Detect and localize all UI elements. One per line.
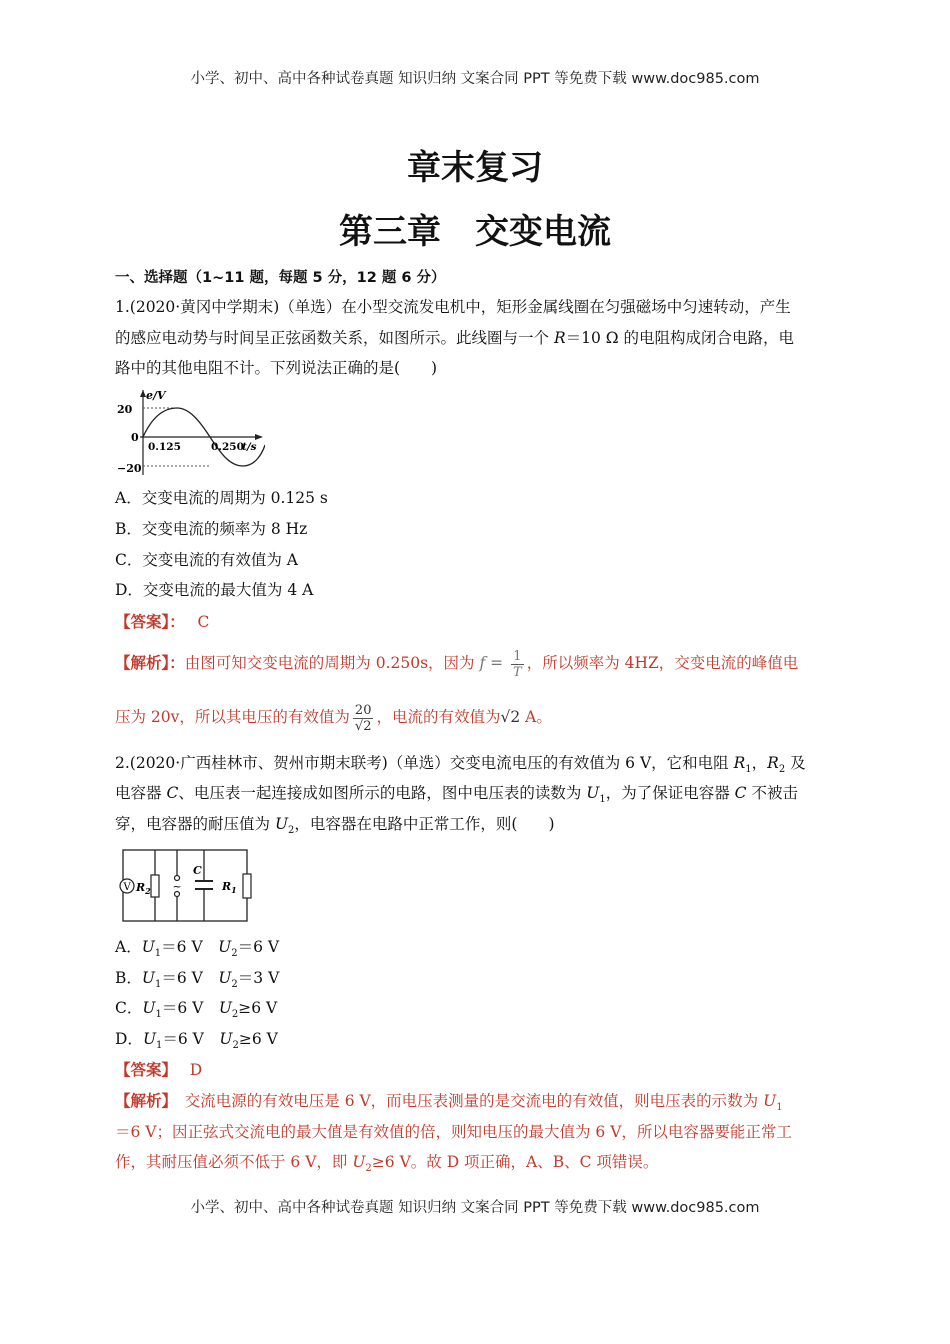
voltmeter-label: V <box>123 882 131 893</box>
q2-answer: 【答案】 D <box>115 1060 203 1079</box>
q1-line-3: 路中的其他电阻不计。下列说法正确的是( ) <box>115 359 438 377</box>
q1-option-d: D．交变电流的最大值为 4 A <box>115 581 314 599</box>
title-chapter-review: 章末复习 <box>407 148 543 188</box>
graph-ytick-neg20: −20 <box>117 462 142 475</box>
sine-graph-figure <box>115 390 265 480</box>
q1-option-b: B．交变电流的频率为 8 Hz <box>115 520 308 538</box>
capacitor-label: C <box>193 864 202 877</box>
q1-answer: 【答案】： C <box>115 612 210 631</box>
q2-analysis-line-2: ＝6 V；因正弦式交流电的最大值是有效值的倍，则知电压的最大值为 6 V，所以电容器要能正常工 <box>115 1123 792 1141</box>
q1-option-a: A．交变电流的周期为 0.125 s <box>115 489 328 507</box>
r2-label: $R_2$ <box>136 881 151 896</box>
q1-analysis-line-2: 压为 20v，所以其电压的有效值为 $\frac{20}{√2}$ ，电流的有效值为√2 A。 <box>115 702 552 734</box>
graph-ylabel: e/V <box>146 390 166 402</box>
page-header: 小学、初中、高中各种试卷真题 知识归纳 文案合同 PPT 等免费下载 www.doc985.com <box>190 71 760 87</box>
q2-option-d: D．$U_1=6$ V $U_2\ge 6$ V <box>115 1030 278 1052</box>
section-heading: 一、选择题（1~11 题，每题 5 分，12 题 6 分） <box>115 270 446 286</box>
r1-label: $R_1$ <box>222 880 237 895</box>
frac-20-over-sqrt2: $\frac{20}{√2}$ <box>354 702 372 734</box>
graph-xtick-0125: 0.125 <box>148 441 181 453</box>
q1-analysis-line-1: 【解析】：由图可知交变电流的周期为 0.250s，因为 f = $\frac{1}{T}$ ，所以频率为 4HZ，交变电流的峰值电 <box>115 648 799 680</box>
ac-source-symbol: ~ <box>172 880 182 893</box>
page-footer: 小学、初中、高中各种试卷真题 知识归纳 文案合同 PPT 等免费下载 www.doc985.com <box>190 1200 760 1216</box>
q2-option-b: B．$U_1=6$ V $U_2=3$ V <box>115 969 280 991</box>
q2-line-3: 穿，电容器的耐压值为 $U_2$，电容器在电路中正常工作，则( ) <box>115 815 555 837</box>
graph-ytick-0: 0 <box>131 431 139 444</box>
q2-option-a: A．$U_1=6$ V $U_2=6$ V <box>115 938 280 960</box>
resistor-r2 <box>151 875 159 897</box>
q1-line-1: 1.(2020·黄冈中学期末)（单选）在小型交流发电机中，矩形金属线圈在匀强磁场中匀速转动，产生 <box>115 298 791 316</box>
q1-line-2: 的感应电动势与时间呈正弦函数关系，如图所示。此线圈与一个 R＝10 Ω 的电阻构成闭合电路，电 <box>115 329 795 347</box>
frac-1-over-T: $\frac{1}{T}$ <box>513 648 522 680</box>
q2-line-2: 电容器 C、电压表一起连接成如图所示的电路，图中电压表的读数为 $U_1$，为了保证电容器 C 不被击 <box>115 784 798 806</box>
graph-xlabel: t/s <box>242 441 257 453</box>
q1-option-c: C．交变电流的有效值为 A <box>115 551 298 569</box>
graph-xtick-0250: 0.250 <box>211 441 244 453</box>
title-chapter-name: 第三章 交变电流 <box>339 212 611 252</box>
q2-line-1: 2.(2020·广西桂林市、贺州市期末联考)（单选）交变电流电压的有效值为 6 V，它和电阻 $R_1$，$R_2$ 及 <box>115 754 806 776</box>
q2-analysis-line-3: 作，其耐压值必须不低于 6 V，即 $U_2\ge 6$ V。故 D 项正确，A、B、C 项错误。 <box>115 1153 659 1175</box>
circuit-diagram-figure <box>117 847 257 925</box>
q2-analysis-line-1: 【解析】 交流电源的有效电压是 6 V，而电压表测量的是交流电的有效值，则电压表的示数为 $U_1$ <box>115 1091 783 1114</box>
graph-ytick-20: 20 <box>117 403 133 416</box>
q2-option-c: C．$U_1=6$ V $U_2\ge 6$ V <box>115 999 278 1021</box>
resistor-r1 <box>243 874 251 898</box>
